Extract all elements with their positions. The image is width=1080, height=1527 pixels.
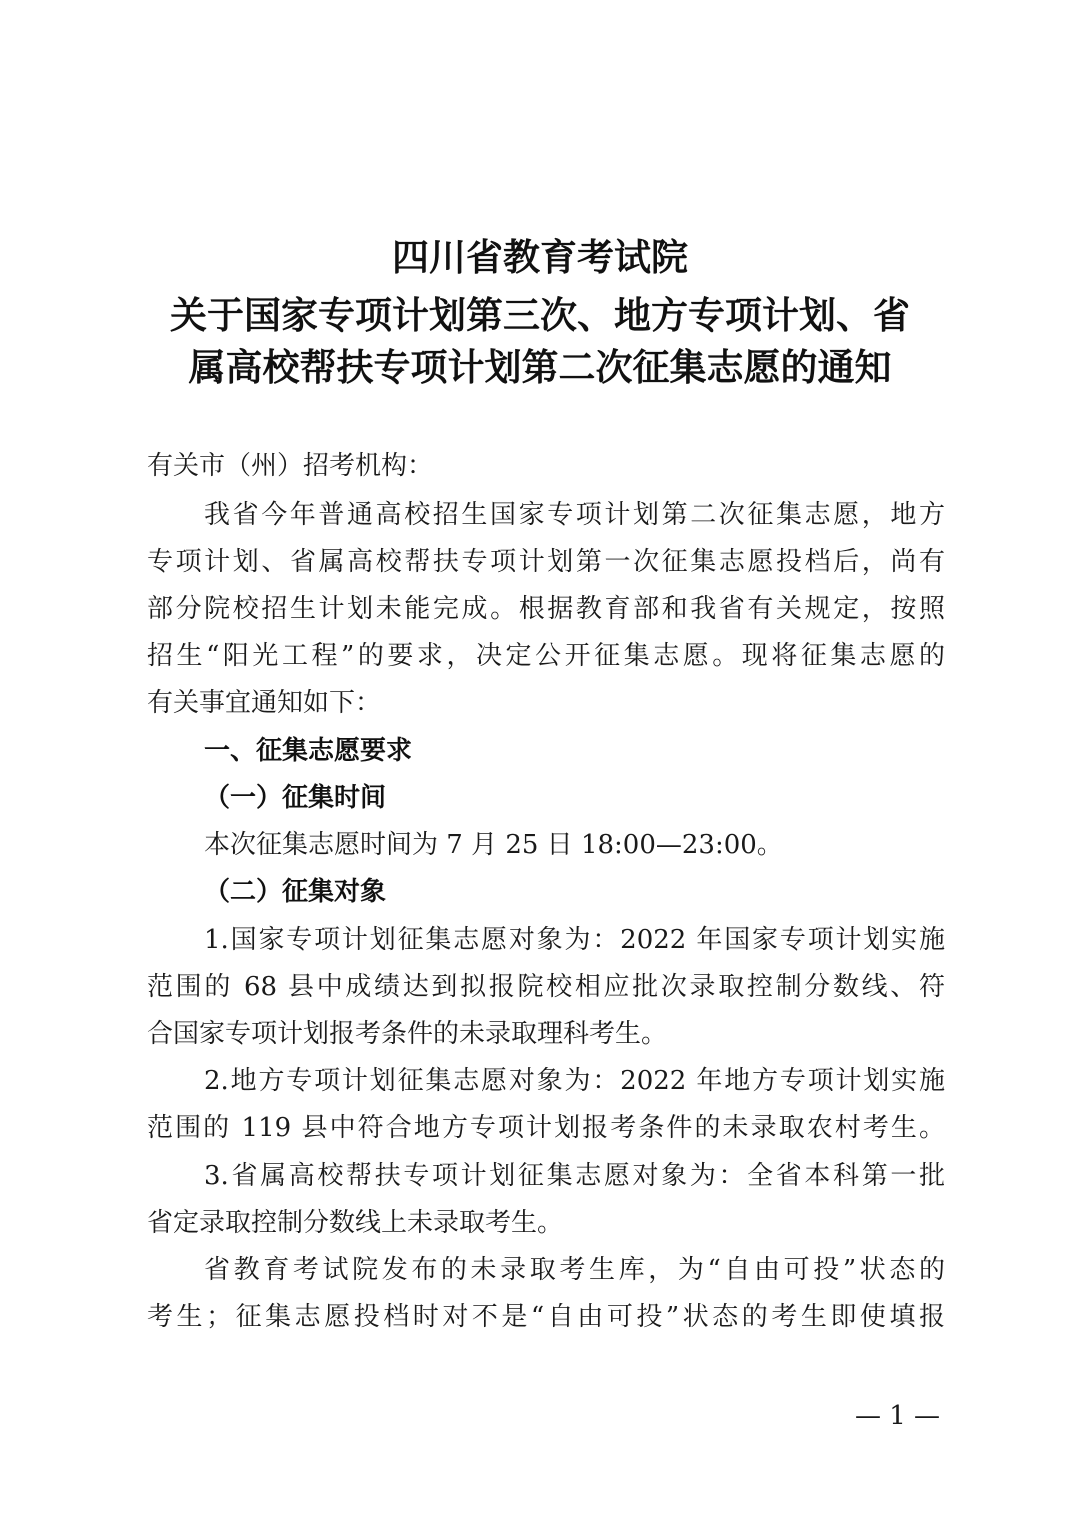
item2-line-2: 范围的 119 县中符合地方专项计划报考条件的未录取农村考生。 <box>147 1113 945 1143</box>
item1-line-3: 合国家专项计划报考条件的未录取理科考生。 <box>147 1019 668 1049</box>
title-line-1: 四川省教育考试院 <box>392 236 688 279</box>
item3-line-1: 3.省属高校帮扶专项计划征集志愿对象为：全省本科第一批 <box>204 1161 945 1191</box>
item1-line-1: 1.国家专项计划征集志愿对象为：2022 年国家专项计划实施 <box>204 925 945 955</box>
intro-line-5: 有关事宜通知如下： <box>147 688 382 718</box>
intro-line-4: 招生“阳光工程”的要求，决定公开征集志愿。现将征集志愿的 <box>147 641 945 671</box>
item1-line-2: 范围的 68 县中成绩达到拟报院校相应批次录取控制分数线、符 <box>147 972 945 1002</box>
subsection-heading-time: （一）征集时间 <box>204 783 387 813</box>
intro-line-2: 专项计划、省属高校帮扶专项计划第一次征集志愿投档后，尚有 <box>147 547 945 577</box>
page-number: — 1 — <box>854 1401 941 1431</box>
subsection-heading-target: （二）征集对象 <box>204 877 387 907</box>
item2-line-1: 2.地方专项计划征集志愿对象为：2022 年地方专项计划实施 <box>204 1066 945 1096</box>
note-line-1: 省教育考试院发布的未录取考生库，为“自由可投”状态的 <box>204 1255 945 1285</box>
title-line-3: 属高校帮扶专项计划第二次征集志愿的通知 <box>188 346 892 389</box>
intro-line-1: 我省今年普通高校招生国家专项计划第二次征集志愿，地方 <box>204 500 945 530</box>
note-line-2: 考生；征集志愿投档时对不是“自由可投”状态的考生即使填报 <box>147 1302 945 1332</box>
collection-time-text: 本次征集志愿时间为 7 月 25 日 18:00—23:00。 <box>204 830 783 860</box>
intro-line-3: 部分院校招生计划未能完成。根据教育部和我省有关规定，按照 <box>147 594 945 624</box>
item3-line-2: 省定录取控制分数线上未录取考生。 <box>147 1208 564 1238</box>
salutation: 有关市（州）招考机构： <box>147 451 434 481</box>
title-line-2: 关于国家专项计划第三次、地方专项计划、省 <box>170 294 910 337</box>
section-heading-1: 一、征集志愿要求 <box>204 736 413 766</box>
